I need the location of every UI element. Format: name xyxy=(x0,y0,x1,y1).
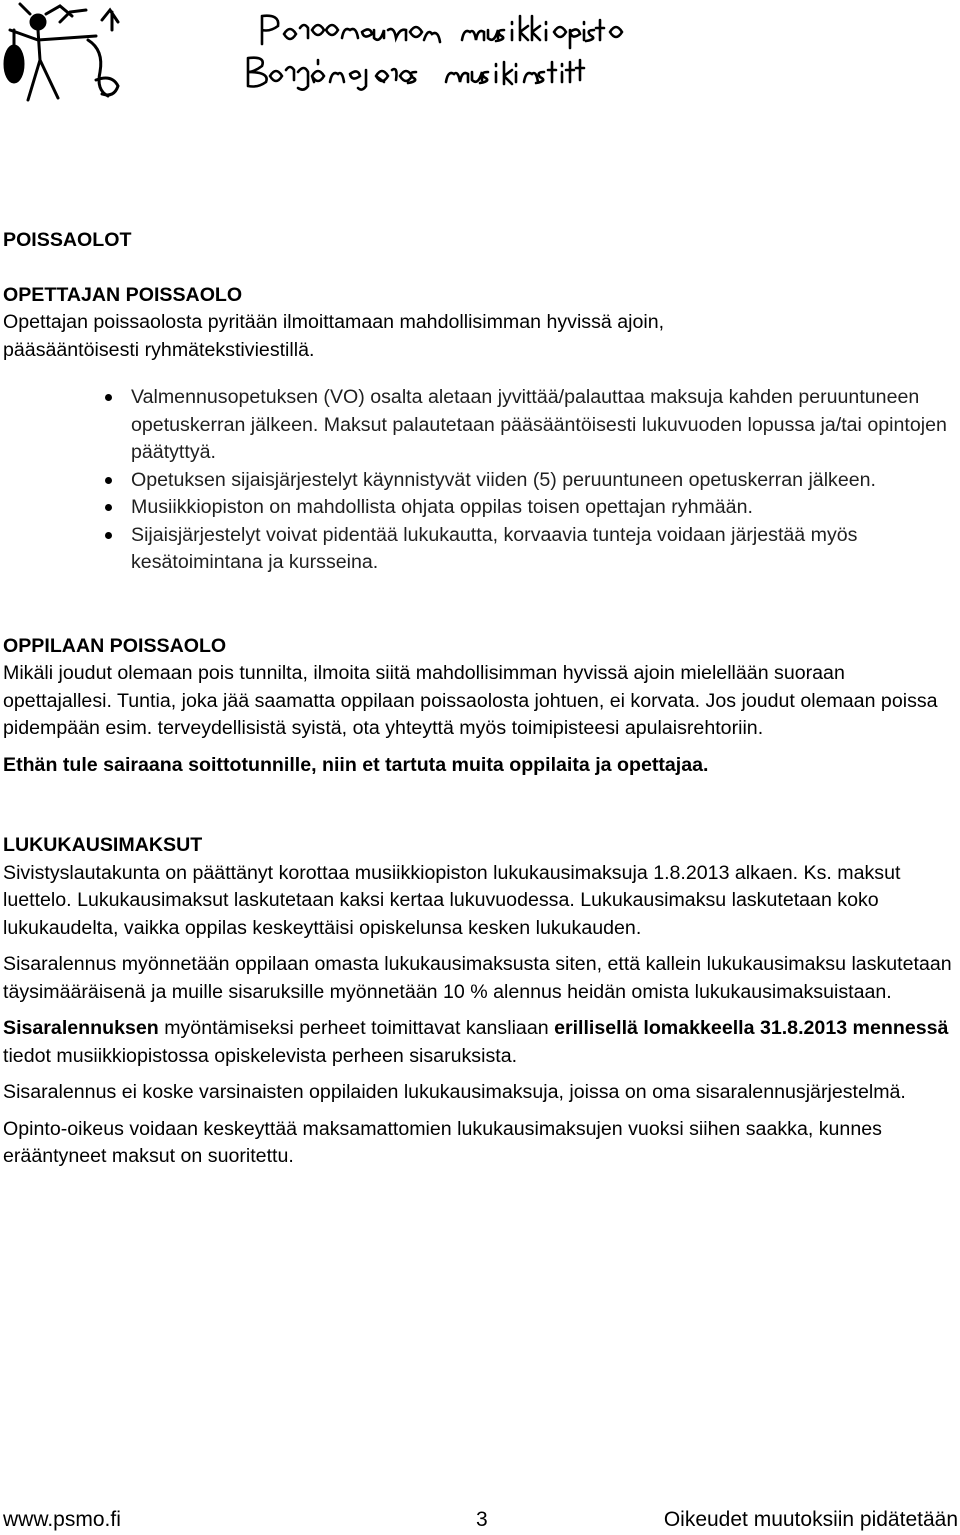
page-title: POISSAOLOT xyxy=(3,229,132,251)
fees-p3-bold-2: erillisellä lomakkeella 31.8.2013 mennessä xyxy=(554,1017,949,1039)
fees-heading: LUKUKAUSIMAKSUT xyxy=(3,834,203,856)
page-footer xyxy=(3,1506,958,1534)
figure-with-instruments-logo xyxy=(5,4,118,100)
handwritten-school-name xyxy=(248,16,622,90)
student-absence-heading: OPPILAAN POISSAOLO xyxy=(3,634,227,657)
bullet-icon xyxy=(105,504,112,511)
fees-paragraph-1: Sivistyslautakunta on päättänyt korottaa musiikkiopiston lukukausimaksuja 1.8.2013 alkaen. Ks. maksut luettelo. Lukukausimaksut laskutetaan kaksi kertaa lukuvuodessa. Lukukausimaksu laskutetaan koko lukukaudelta, vaikka oppilas keskeyttäisi opiskelunsa kesken lukukauden. xyxy=(3,861,901,939)
school-logo xyxy=(0,0,960,110)
list-item: Sijaisjärjestelyt voivat pidentää lukukautta, korvaavia tunteja voidaan järjestää myös kesätoimintana ja kursseina. xyxy=(131,522,953,577)
bullet-icon xyxy=(105,394,112,401)
footer-page-number: 3 xyxy=(476,1508,488,1531)
teacher-absence-bullet-list xyxy=(3,384,953,577)
fees-p3-text-1: myöntämiseksi perheet toimittavat kansliaan xyxy=(158,1017,555,1039)
fees-p3-text-2: tiedot musiikkiopistossa opiskelevista perheen sisaruksista. xyxy=(3,1044,518,1067)
student-absence-paragraph: Mikäli joudut olemaan pois tunnilta, ilmoita siitä mahdollisimman hyvissä ajoin mielellään suoraan opettajallesi. Tuntia, joka jää saamatta oppilaan poissaolosta johtuen, ei korvata. Jos joudut olemaan poissa pidempään esim. terveydellisistä syistä, ota yhteyttä myös toimipisteesi apulaisrehtoriin. xyxy=(3,662,938,739)
fees-paragraph-4: Sisaralennus ei koske varsinaisten oppilaiden lukukausimaksuja, joissa on oma sisaralennusjärjestelmä. xyxy=(3,1081,906,1103)
list-item: Valmennusopetuksen (VO) osalta aletaan jyvittää/palauttaa maksuja kahden peruuntuneen opetuskerran jälkeen. Maksut palautetaan pääsääntöisesti lukuvuoden lopussa ja/tai opintojen päätyttyä. xyxy=(131,384,953,467)
bullet-icon xyxy=(105,532,112,539)
list-item: Opetuksen sijaisjärjestelyt käynnistyvät viiden (5) peruuntuneen opetuskerran jälkeen. xyxy=(131,467,953,495)
student-absence-emphasis: Ethän tule sairaana soittotunnille, niin et tartuta muita oppilaita ja opettajaa. xyxy=(3,753,709,776)
list-item: Musiikkiopiston on mahdollista ohjata oppilas toisen opettajan ryhmään. xyxy=(131,494,953,522)
fees-paragraph-2: Sisaralennus myönnetään oppilaan omasta lukukausimaksusta siten, että kallein lukukausimaksu laskutetaan täysimääräisenä ja muille sisaruksille myönnetään 10 % alennus heidän omista lukukausimaksuistaan. xyxy=(3,953,952,1003)
teacher-absence-line-2: pääsääntöisesti ryhmätekstiviestillä. xyxy=(3,338,315,361)
fees-paragraph-3 xyxy=(3,1015,953,1070)
teacher-absence-heading: OPETTAJAN POISSAOLO xyxy=(3,283,243,306)
bullet-icon xyxy=(105,477,112,484)
footer-url: www.psmo.fi xyxy=(3,1508,121,1531)
fees-paragraph-5: Opinto-oikeus voidaan keskeyttää maksamattomien lukukausimaksujen vuoksi siihen saakka, kunnes erääntyneet maksut on suoritettu. xyxy=(3,1117,882,1167)
fees-p3-bold-1: Sisaralennuksen xyxy=(3,1017,159,1039)
document-body xyxy=(3,227,953,1171)
footer-rights-note: Oikeudet muutoksiin pidätetään xyxy=(663,1508,958,1531)
header xyxy=(0,0,960,110)
teacher-absence-line-1: Opettajan poissaolosta pyritään ilmoittamaan mahdollisimman hyvissä ajoin, xyxy=(3,311,665,333)
